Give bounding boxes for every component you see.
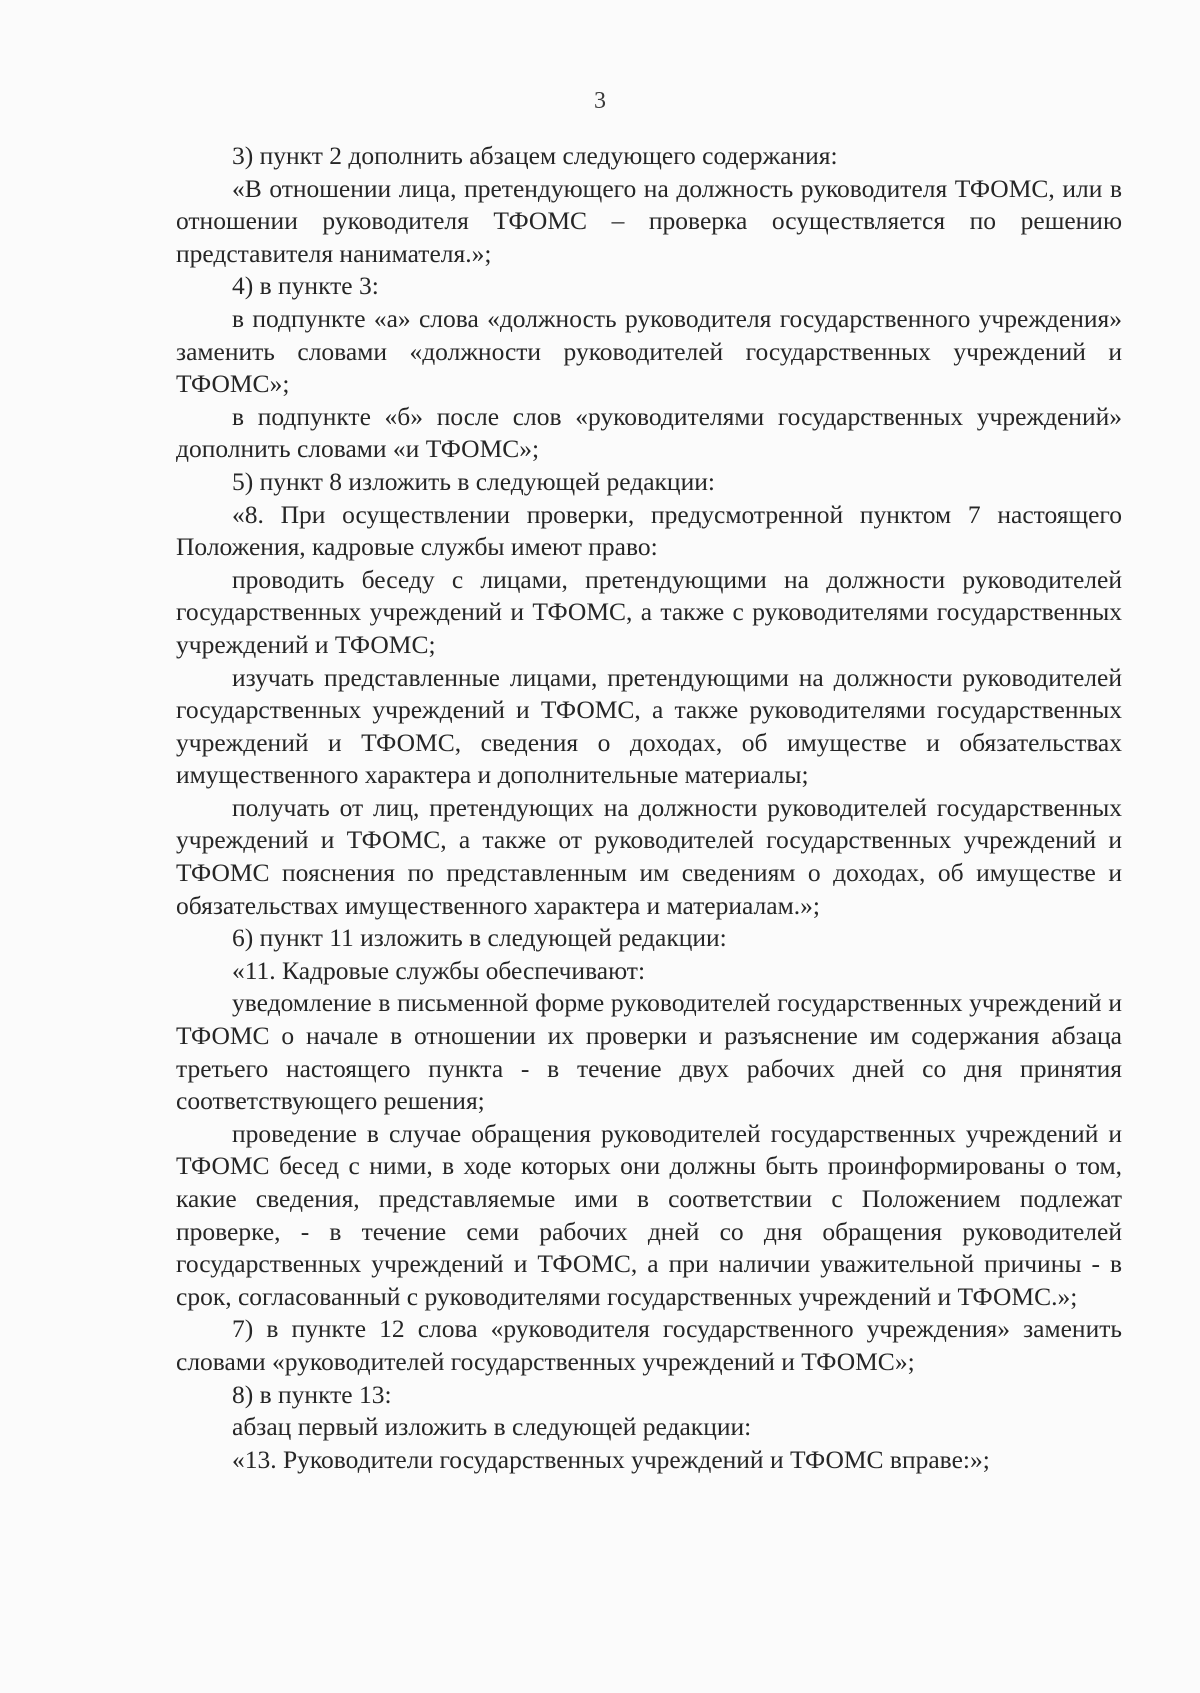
paragraph: изучать представленные лицами, претендующими на должности руководителей государственных учреждений и ТФОМС, а также руководителями государственных учреждений и ТФОМС, сведения о доходах, об имуществе и обязательствах имущественного характера и дополнительные материалы; — [176, 662, 1122, 790]
paragraph: 5) пункт 8 изложить в следующей редакции: — [232, 466, 715, 496]
paragraph: 6) пункт 11 изложить в следующей редакции: — [232, 923, 727, 953]
paragraph: 7) в пункте 12 слова «руководителя государственного учреждения» заменить словами «руководителей государственных учреждений и ТФОМС»; — [176, 1314, 1122, 1376]
paragraph: 4) в пункте 3: — [232, 271, 379, 301]
paragraph: абзац первый изложить в следующей редакции: — [232, 1412, 752, 1442]
paragraph: «13. Руководители государственных учреждений и ТФОМС вправе:»; — [232, 1444, 990, 1474]
paragraph: проводить беседу с лицами, претендующими на должности руководителей государственных учреждений и ТФОМС, а также с руководителями государственных учреждений и ТФОМС; — [176, 564, 1122, 659]
paragraph: «В отношении лица, претендующего на должность руководителя ТФОМС, или в отношении руководителя ТФОМС – проверка осуществляется по решению представителя нанимателя.»; — [176, 173, 1122, 268]
paragraph: проведение в случае обращения руководителей государственных учреждений и ТФОМС бесед с ними, в ходе которых они должны быть проинформированы о том, какие сведения, представляемые ими в соответствии с Положением подлежат проверке, - в течение семи рабочих дней со дня обращения руководителей государственных учреждений и ТФОМС, а при наличии уважительной причины - в срок, согласованный с руководителями государственных учреждений и ТФОМС.»; — [176, 1118, 1122, 1311]
paragraph: 3) пункт 2 дополнить абзацем следующего содержания: — [232, 141, 838, 170]
paragraph: «8. При осуществлении проверки, предусмотренной пунктом 7 настоящего Положения, кадровые службы имеют право: — [176, 499, 1122, 562]
paragraph: в подпункте «а» слова «должность руководителя государственного учреждения» заменить словами «должности руководителей государственных учреждений и ТФОМС»; — [176, 303, 1122, 399]
paragraph: получать от лиц, претендующих на должности руководителей государственных учреждений и ТФОМС, а также от руководителей государственных учреждений и ТФОМС пояснения по представленным им сведениям о доходах, об имуществе и обязательствах имущественного характера и материалам.»; — [176, 792, 1122, 920]
paragraph: 8) в пункте 13: — [232, 1379, 392, 1409]
document-body — [176, 140, 1122, 1476]
paragraph: в подпункте «б» после слов «руководителями государственных учреждений» дополнить словами «и ТФОМС»; — [176, 401, 1122, 464]
page-number: 3 — [594, 88, 606, 114]
paragraph: уведомление в письменной форме руководителей государственных учреждений и ТФОМС о начале в отношении их проверки и разъяснение им содержания абзаца третьего настоящего пункта - в течение двух рабочих дней со дня принятия соответствующего решения; — [176, 988, 1122, 1116]
paragraph: «11. Кадровые службы обеспечивают: — [232, 955, 646, 985]
